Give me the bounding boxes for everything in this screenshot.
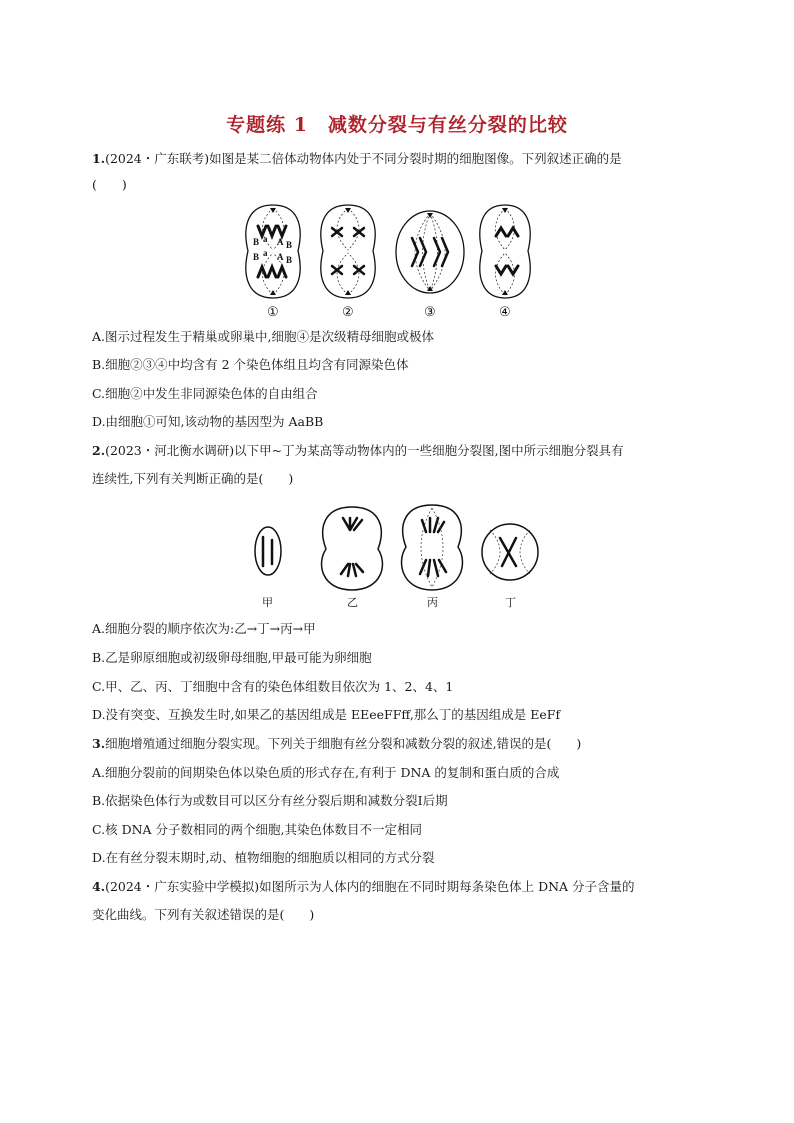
q2-cell-bing (402, 505, 463, 590)
q2-figure-label-jia: 甲 (262, 596, 273, 609)
q1-gene-label: B (286, 255, 293, 265)
q1-figure-label-2: ② (342, 305, 354, 320)
q1-option-a: A.图示过程发生于精巢或卵巢中,细胞④是次级精母细胞或极体 (92, 329, 434, 344)
q1-cell4-membrane (480, 205, 530, 298)
q4-stem-line2: 变化曲线。下列有关叙述错误的是( ) (92, 907, 315, 922)
q1-gene-label: a (263, 248, 268, 258)
q1-stem-text-1: (2024・广东联考)如图是某二倍体动物体内处于不同分裂时期的细胞图像。下列叙述正确的是 (105, 151, 622, 166)
q2-option-c: C.甲、乙、丙、丁细胞中含有的染色体组数目依次为 1、2、4、1 (92, 679, 454, 694)
q2-stem-line1 (92, 442, 712, 460)
q3-stem-line1 (92, 735, 712, 753)
q4-stem-line1 (92, 878, 712, 896)
q3-option-a: A.细胞分裂前的间期染色体以染色质的形式存在,有利于 DNA 的复制和蛋白质的合成 (92, 765, 560, 780)
q2-cell-jia (255, 527, 281, 575)
q1-cell2-membrane (321, 205, 375, 298)
q3-stem-text-1: 细胞增殖通过细胞分裂实现。下列关于细胞有丝分裂和减数分裂的叙述,错误的是( ) (105, 736, 582, 751)
q4-stem-text-1: (2024・广东实验中学模拟)如图所示为人体内的细胞在不同时期每条染色体上 DNA 分子含量的 (105, 879, 635, 894)
q1-gene-label: B (253, 237, 260, 247)
q1-option-d: D.由细胞①可知,该动物的基因型为 AaBB (92, 414, 324, 429)
q1-option-c: C.细胞②中发生非同源染色体的自由组合 (92, 386, 318, 401)
q1-gene-label: a (263, 234, 268, 244)
q1-figure-label-1: ① (267, 305, 279, 320)
q2-option-d: D.没有突变、互换发生时,如果乙的基因组成是 EEeeFFff,那么丁的基因组成是 EeFf (92, 707, 561, 722)
q2-figure-label-bing: 丙 (427, 596, 438, 609)
q1-figure-label-4: ④ (499, 305, 511, 320)
q3-option-d: D.在有丝分裂末期时,动、植物细胞的细胞质以相同的方式分裂 (92, 850, 435, 865)
q3-number: 3. (92, 736, 106, 751)
q1-stem-line1 (92, 150, 712, 168)
page-title: 专题练 1 减数分裂与有丝分裂的比较 (226, 114, 568, 136)
q1-option-b: B.细胞②③④中均含有 2 个染色体组且均含有同源染色体 (92, 357, 409, 372)
q1-figure (240, 198, 550, 320)
q1-gene-label: B (286, 240, 293, 250)
q1-gene-label: A (277, 252, 284, 262)
q3-option-b: B.依据染色体行为或数目可以区分有丝分裂后期和减数分裂Ⅰ后期 (92, 793, 448, 808)
q1-stem-line2: ( ) (92, 177, 127, 192)
q2-number: 2. (92, 443, 106, 458)
q3-option-c: C.核 DNA 分子数相同的两个细胞,其染色体数目不一定相同 (92, 822, 422, 837)
q2-figure (250, 502, 550, 612)
q2-cell-yi (322, 507, 383, 590)
q1-gene-label: B (253, 252, 260, 262)
q1-gene-label: A (277, 237, 284, 247)
q2-figure-label-ding: 丁 (505, 596, 516, 609)
q2-figure-label-yi: 乙 (347, 596, 358, 609)
q1-number: 1. (92, 151, 106, 166)
q2-option-b: B.乙是卵原细胞或初级卵母细胞,甲最可能为卵细胞 (92, 650, 372, 665)
q2-stem-line2: 连续性,下列有关判断正确的是( ) (92, 471, 294, 486)
q2-option-a: A.细胞分裂的顺序依次为:乙→丁→丙→甲 (92, 621, 316, 636)
q2-stem-text-1: (2023・河北衡水调研)以下甲~丁为某高等动物体内的一些细胞分裂图,图中所示细胞分裂具有 (105, 443, 624, 458)
q1-cell3-membrane (396, 211, 464, 293)
q1-figure-label-3: ③ (424, 305, 436, 320)
q4-number: 4. (92, 879, 106, 894)
